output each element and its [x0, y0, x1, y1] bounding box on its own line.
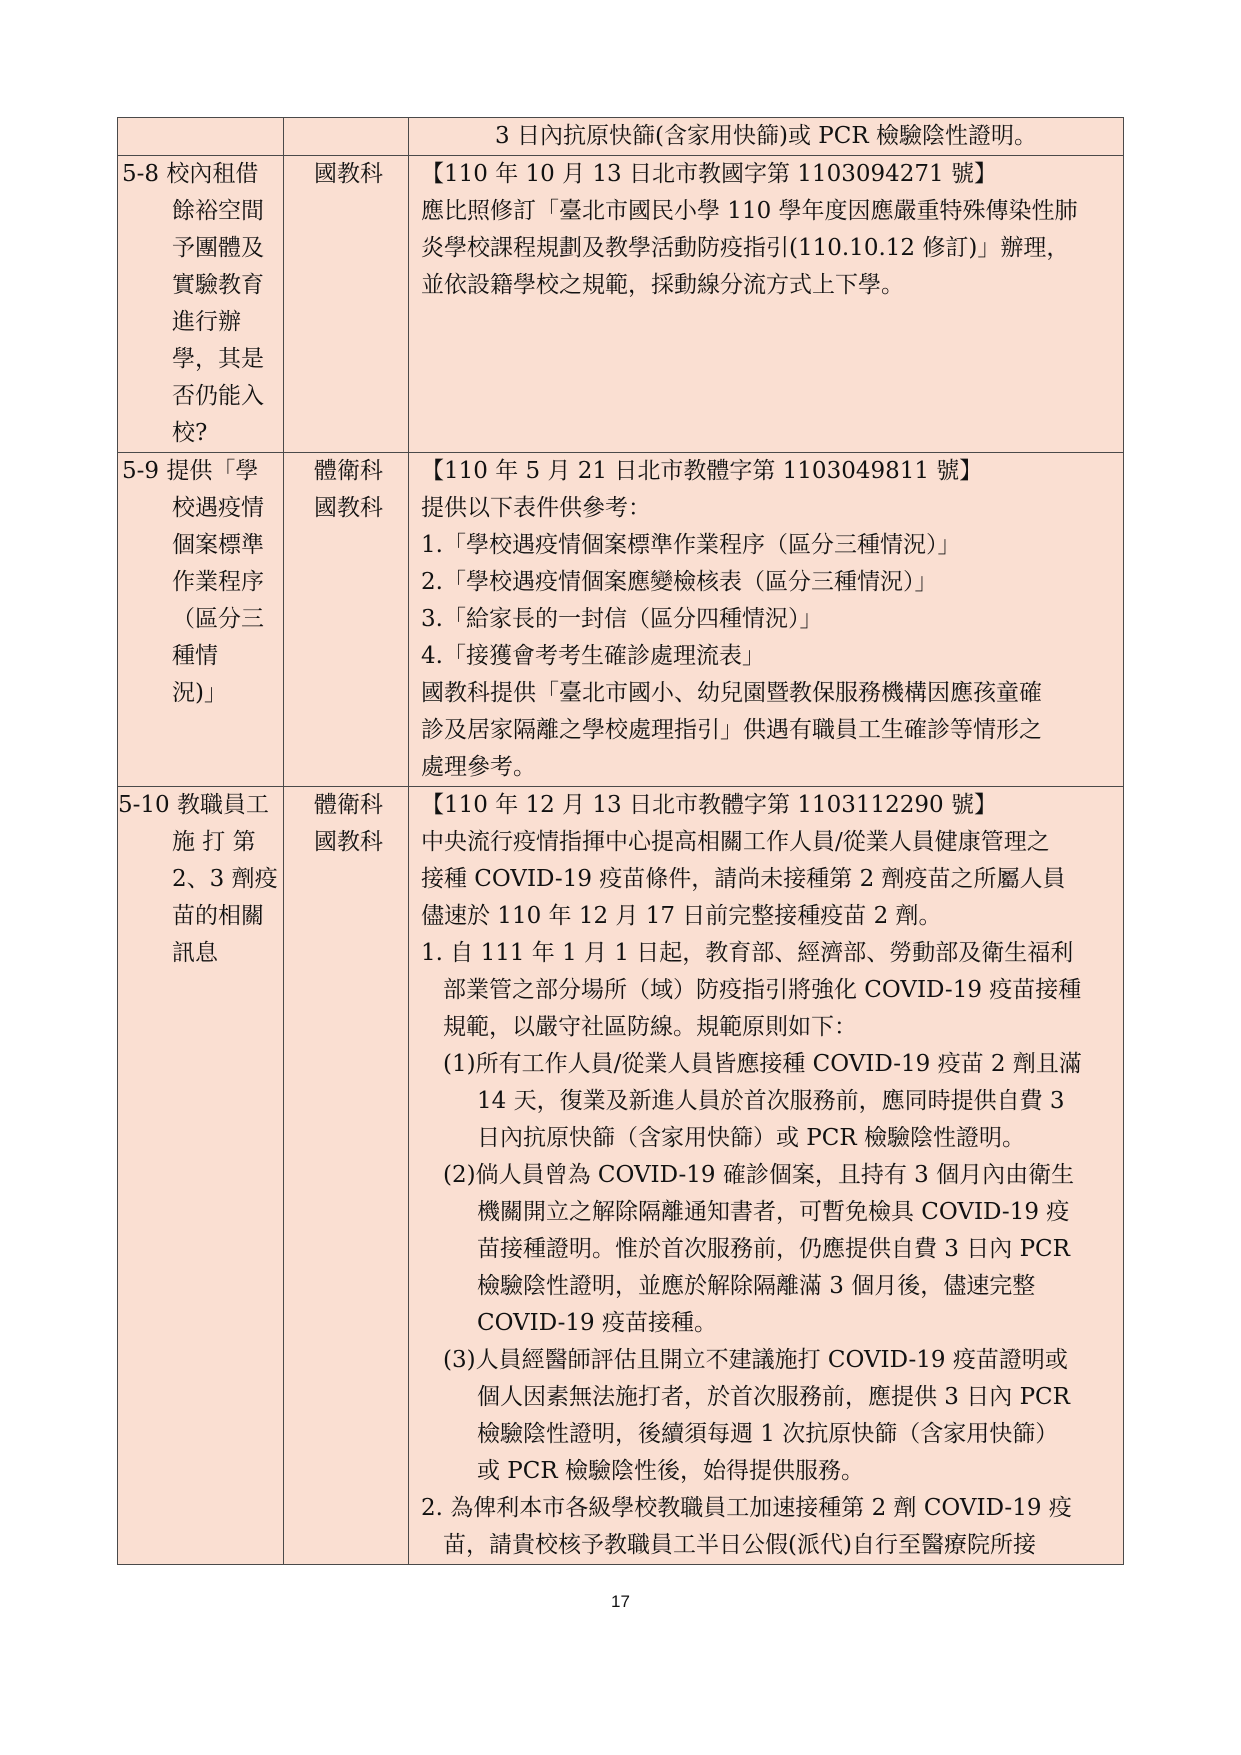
content-line: 4.「接獲會考考生確診處理流表」 [421, 643, 765, 669]
unit-line: 國教科 [314, 829, 383, 855]
content-line: 儘速於 110 年 12 月 17 日前完整接種疫苗 2 劑。 [421, 903, 942, 929]
table-row [118, 156, 1124, 453]
item-line: 5-8 校內租借 [122, 161, 259, 187]
content-line: 【110 年 12 月 13 日北市教體字第 1103112290 號】 [421, 792, 997, 818]
item-cell [118, 787, 284, 1565]
content-line: 日內抗原快篩（含家用快篩）或 PCR 檢驗陰性證明。 [477, 1125, 1026, 1151]
item-line: 施 打 第 [172, 829, 256, 855]
item-line: 苗的相關 [172, 903, 264, 929]
content-line: 應比照修訂「臺北市國民小學 110 學年度因應嚴重特殊傳染性肺 [421, 198, 1078, 224]
content-cell [409, 453, 1124, 787]
item-line: 2、3 劑疫 [172, 866, 278, 892]
content-line: 部業管之部分場所（域）防疫指引將強化 COVID-19 疫苗接種 [443, 977, 1082, 1003]
content-line: 機關開立之解除隔離通知書者，可暫免檢具 COVID-19 疫 [477, 1199, 1070, 1225]
content-line: 接種 COVID-19 疫苗條件，請尚未接種第 2 劑疫苗之所屬人員 [421, 866, 1066, 892]
document-table [117, 117, 1124, 1565]
item-line: 予團體及 [172, 235, 264, 261]
item-line: 進行辦 [172, 309, 241, 335]
item-line: 訊息 [172, 940, 218, 966]
item-line: （區分三 [172, 606, 264, 632]
content-line: 國教科提供「臺北市國小、幼兒園暨教保服務機構因應孩童確 [421, 680, 1042, 706]
item-cell [118, 453, 284, 787]
page-number: 17 [611, 1592, 630, 1611]
item-line: 實驗教育 [172, 272, 264, 298]
content-line: 3.「給家長的一封信（區分四種情況）」 [421, 606, 823, 632]
item-line: 5-10 教職員工 [118, 792, 269, 818]
content-line: 2.「學校遇疫情個案應變檢核表（區分三種情況）」 [421, 569, 938, 595]
unit-cell [284, 453, 409, 787]
item-line: 學，其是 [172, 346, 264, 372]
unit-line: 國教科 [314, 495, 383, 521]
item-line: 校遇疫情 [172, 495, 264, 521]
table-row [118, 787, 1124, 1565]
item-line: 否仍能入 [172, 383, 264, 409]
item-line: 校? [172, 420, 208, 446]
item-line: 作業程序 [172, 569, 264, 595]
content-line: COVID-19 疫苗接種。 [477, 1310, 717, 1336]
content-line: (1)所有工作人員/從業人員皆應接種 COVID-19 疫苗 2 劑且滿 [443, 1051, 1082, 1077]
item-line: 況)」 [172, 680, 227, 706]
item-cell [118, 156, 284, 453]
content-line: 提供以下表件供參考： [421, 495, 651, 521]
item-line: 5-9 提供「學 [122, 458, 259, 484]
unit-line: 體衛科 [314, 792, 383, 818]
content-line: 2. 為俾利本市各級學校教職員工加速接種第 2 劑 COVID-19 疫 [421, 1495, 1072, 1521]
content-line: 3 日內抗原快篩(含家用快篩)或 PCR 檢驗陰性證明。 [495, 123, 1037, 149]
content-line: 並依設籍學校之規範，採動線分流方式上下學。 [421, 272, 904, 298]
content-line: 1.「學校遇疫情個案標準作業程序（區分三種情況）」 [421, 532, 961, 558]
unit-cell [284, 156, 409, 453]
content-line: 診及居家隔離之學校處理指引」供遇有職員工生確診等情形之 [421, 717, 1042, 743]
content-line: 苗接種證明。惟於首次服務前，仍應提供自費 3 日內 PCR [477, 1236, 1070, 1262]
unit-line: 國教科 [314, 161, 383, 187]
table-row [118, 118, 1124, 156]
unit-cell [284, 787, 409, 1565]
content-line: 1. 自 111 年 1 月 1 日起，教育部、經濟部、勞動部及衛生福利 [421, 940, 1074, 966]
content-line: 檢驗陰性證明，並應於解除隔離滿 3 個月後，儘速完整 [477, 1273, 1036, 1299]
content-cell [409, 787, 1124, 1565]
item-cell [118, 118, 284, 156]
content-line: 規範，以嚴守社區防線。規範原則如下： [443, 1014, 857, 1040]
item-line: 種情 [172, 643, 218, 669]
content-line: 14 天，復業及新進人員於首次服務前，應同時提供自費 3 [477, 1088, 1065, 1114]
content-line: 或 PCR 檢驗陰性後，始得提供服務。 [477, 1458, 865, 1484]
unit-cell [284, 118, 409, 156]
unit-line: 體衛科 [314, 458, 383, 484]
content-line: 炎學校課程規劃及教學活動防疫指引(110.10.12 修訂)」辦理， [421, 235, 1070, 261]
content-line: (3)人員經醫師評估且開立不建議施打 COVID-19 疫苗證明或 [443, 1347, 1068, 1373]
content-line: 苗，請貴校核予教職員工半日公假(派代)自行至醫療院所接 [443, 1532, 1036, 1558]
content-line: 中央流行疫情指揮中心提高相關工作人員/從業人員健康管理之 [421, 829, 1050, 855]
item-line: 餘裕空間 [172, 198, 264, 224]
content-cell [409, 156, 1124, 453]
content-line: 處理參考。 [421, 754, 536, 780]
content-line: 【110 年 10 月 13 日北市教國字第 1103094271 號】 [421, 161, 997, 187]
content-cell [409, 118, 1124, 156]
content-line: 個人因素無法施打者，於首次服務前，應提供 3 日內 PCR [477, 1384, 1070, 1410]
content-line: 檢驗陰性證明，後續須每週 1 次抗原快篩（含家用快篩） [477, 1421, 1059, 1447]
content-line: 【110 年 5 月 21 日北市教體字第 1103049811 號】 [421, 458, 983, 484]
table-row [118, 453, 1124, 787]
content-line: (2)倘人員曾為 COVID-19 確診個案，且持有 3 個月內由衛生 [443, 1162, 1075, 1188]
item-line: 個案標準 [172, 532, 264, 558]
